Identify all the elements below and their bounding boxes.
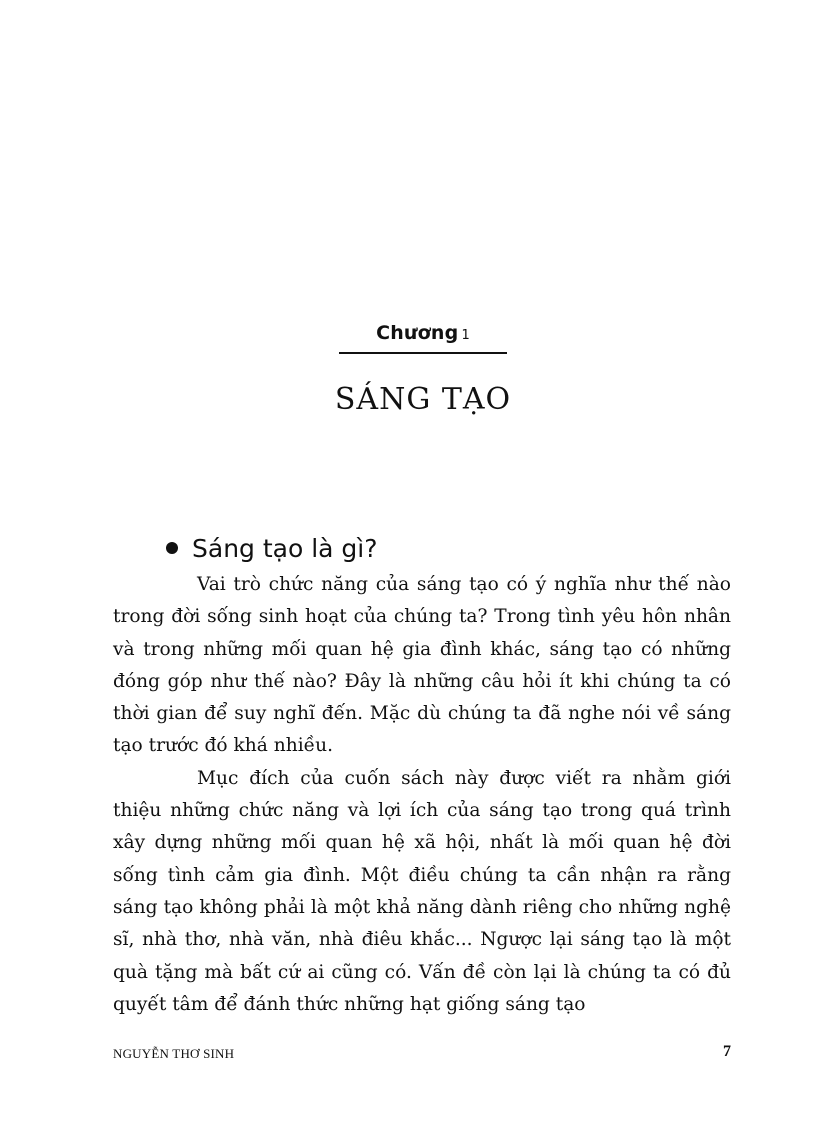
section-heading-text: Sáng tạo là gì?	[192, 534, 378, 563]
chapter-divider	[339, 352, 507, 354]
body-text	[113, 569, 731, 1021]
page-number: 7	[723, 1043, 731, 1060]
chapter-title: SÁNG TẠO	[334, 382, 512, 418]
paragraph: Vai trò chức năng của sáng tạo có ý nghĩa như thế nào trong đời sống sinh hoạt của chúng ta? Trong tình yêu hôn nhân và trong những mối quan hệ gia đình khác, sáng tạo có những đóng góp như thế nào? Đây là những câu hỏi ít khi chúng ta có thời gian để suy nghĩ đến. Mặc dù chúng ta đã nghe nói về sáng tạo trước đó khá nhiều.	[113, 574, 731, 757]
section-heading	[166, 534, 378, 563]
bullet-icon	[166, 542, 178, 554]
chapter-word: Chương	[376, 322, 459, 344]
chapter-label	[339, 322, 507, 344]
chapter-number: 1	[461, 328, 470, 343]
paragraph: Mục đích của cuốn sách này được viết ra nhằm giới thiệu những chức năng và lợi ích của sáng tạo trong quá trình xây dựng những mối quan hệ xã hội, nhất là mối quan hệ đời sống tình cảm gia đình. Một điều chúng ta cần nhận ra rằng sáng tạo không phải là một khả năng dành riêng cho những nghệ sĩ, nhà thơ, nhà văn, nhà điêu khắc... Ngược lại sáng tạo là một quà tặng mà bất cứ ai cũng có. Vấn đề còn lại là chúng ta có đủ quyết tâm để đánh thức những hạt giống sáng tạo	[113, 767, 731, 1015]
footer-author: NGUYỄN THƠ SINH	[113, 1046, 235, 1061]
